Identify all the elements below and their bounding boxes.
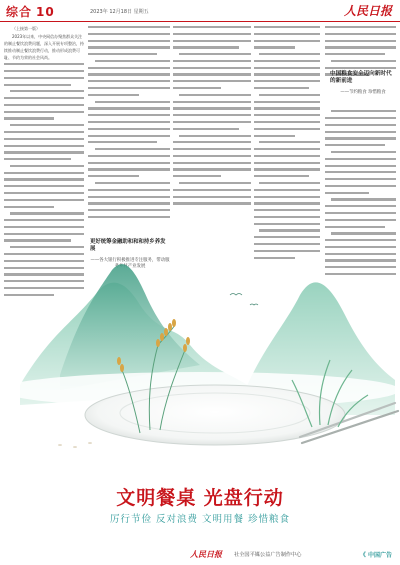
lead-paragraph: （上接第一版） [12, 26, 40, 31]
section-subtitle: ——各大银行积极推进专注服务，带动服务乡村产业发展 [90, 257, 170, 269]
footer [190, 549, 394, 561]
section-subtitle: ——节约粮食 珍惜粮食 [340, 89, 386, 95]
section-title: 更好统筹金融助和和和持乡养发展 [90, 239, 166, 253]
publisher-logo: 人民日报 [190, 549, 222, 559]
poster-main-slogan: 文明餐桌 光盘行动 [116, 487, 284, 509]
page-logo: 《 中国广告 [359, 552, 392, 559]
lead-paragraph: 2023年以来，中央网信办聚焦群众关注的制止餐饮浪费问题，深入开展专项整治，持续推动制止餐饮浪费行动，推动形成浪费可耻、节约为荣的社会风尚。 [4, 34, 84, 60]
footer-credit: 社全国平媒公益广告制作中心 [234, 552, 302, 558]
section-name: 综合 [6, 5, 33, 19]
section-title: 中国粮食安全迈向新时代的新前进 [330, 71, 392, 85]
issue-date: 2023年 12月18日 星期五 [90, 9, 149, 15]
page-number: 10 [36, 5, 55, 19]
section-heading-2 [330, 68, 396, 100]
masthead [0, 0, 400, 22]
newspaper-logo: 人民日报 [343, 4, 392, 18]
poster-sub-slogan: 厉行节俭 反对浪费 文明用餐 珍惜粮食 [109, 514, 291, 525]
section-label [6, 3, 55, 20]
bird-icon [230, 294, 258, 306]
